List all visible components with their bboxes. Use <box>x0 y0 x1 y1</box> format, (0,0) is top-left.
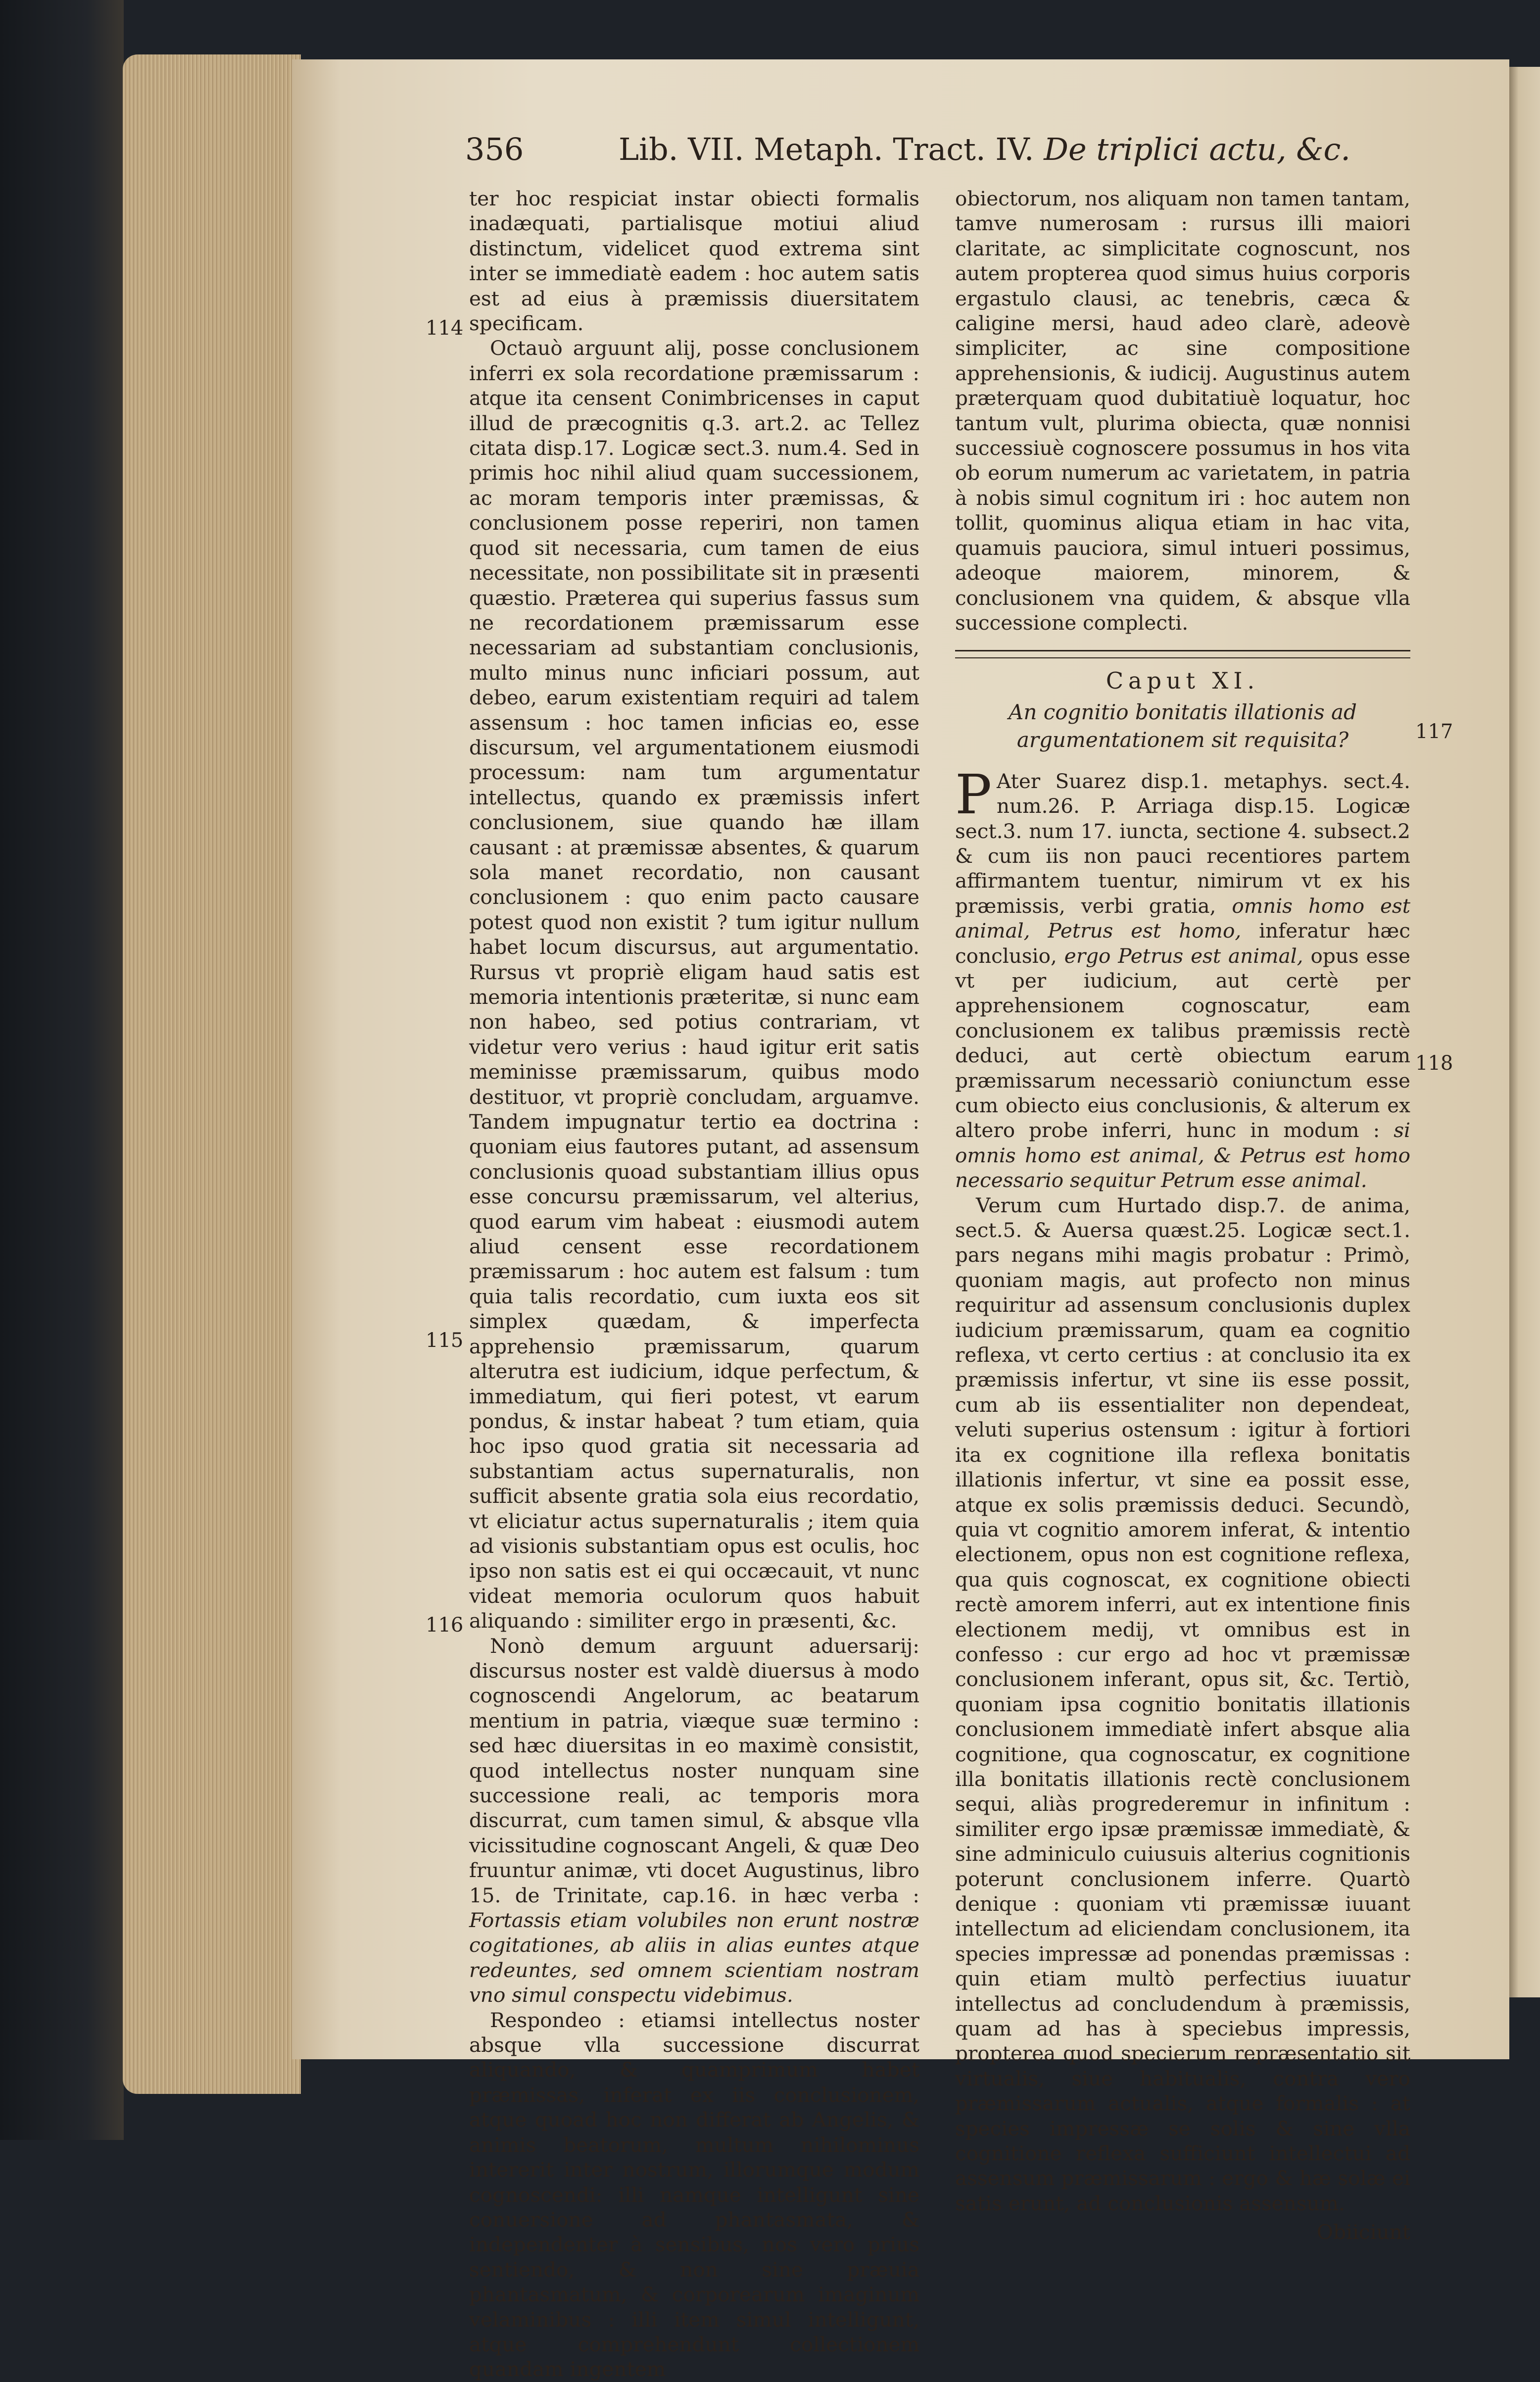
p117-text-c: inferatur hæc conclusio, <box>955 919 1410 968</box>
drop-cap: P <box>955 762 992 826</box>
paragraph-114: Octauò arguunt alij, posse conclusionem inferri ex sola recordatione præmissarum : atque ita censent Conimbricenses in caput illud de præcognitis q.3. art.2. ac Tellez citata disp.17. Logicæ sect.3. num.4. Sed in primis hoc nihil aliud quam successionem, ac moram temporis inter præmissas, & conclusionem posse reperiri, non tamen quod sit necessaria, cum tamen de eius necessitate, non possibilitate sit in præsenti quæstio. Præterea qui superius fassus sum ne recordationem præmissarum esse necessariam ad substantiam conclusionis, multo minus nunc inficiari possum, aut debeo, earum existentiam requiri ad talem assensum : hoc tamen inficias eo, esse discursum, vel argumentationem eiusmodi processum: nam tum argumentatur intellectus, quando ex præmissis infert conclusionem, siue quando hæ illam causant : at præmissæ absentes, & quarum sola manet recordatio, non causant conclusionem : quo enim pacto causare potest quod non existit ? tum igitur nullum habet locum discursus, aut argumentatio. Rursus vt propriè eligam haud satis est memoria intentionis præteritæ, si nunc eam non habeo, sed potius contrariam, vt videtur vero verius : haud igitur erit satis meminisse præmissarum, quibus modo destituor, vt propriè concludam, arguamve. Tandem impugnatur tertio ea doctrina : quoniam eius fautores putant, ad assensum conclusionis quoad substantiam illius opus esse concursu præmissarum, vel alterius, quod earum vim habeat : eiusmodi autem aliud censent esse recordationem præmissarum : hoc autem est falsum : tum quia talis recordatio, cum iuxta eos sit simplex quædam, & imperfecta apprehensio præmissarum, quarum alterutra est iudicium, idque perfectum, & immediatum, qui fieri potest, vt earum pondus, & instar habeat ? tum etiam, quia hoc ipso quod gratia sit necessaria ad substantiam actus supernaturalis, non sufficit absente gratia sola eius recordatio, vt eliciatur actus supernaturalis ; item quia ad visionis substantiam opus est oculis, hoc ipso non satis est ei qui occæcauit, vt nunc videat memoria oculorum quos habuit aliquando : similiter ergo in præsenti, &c. <box>469 336 919 1633</box>
running-title-roman: Lib. VII. Metaph. Tract. IV. <box>619 131 1034 167</box>
augustine-quote: Fortassis etiam volubiles non erunt nostræ cogitationes, ab aliis in alias euntes atque redeuntes, sed omnem scientiam nostram vno simul conspectu videbimus. <box>469 1908 919 2007</box>
margin-number-114: 114 <box>426 317 464 340</box>
dark-background <box>0 0 124 2140</box>
p117-premises: omnis homo est animal, Petrus est homo, <box>955 893 1410 943</box>
section-divider <box>955 650 1410 658</box>
catchword: Obiiciunt <box>1316 2220 1410 2244</box>
paragraph: ter hoc respiciat instar obiecti formalis inadæquati, partialisque motiui aliud distinctum, videlicet quod extrema sint inter se immediatè eadem : hoc autem satis est ad eius à præmissis diuersitatem specificam. <box>469 187 919 336</box>
p117-text-a: Ater Suarez disp.1. metaphys. sect.4. num.26. P. Arriaga disp.15. Logicæ sect.3. num 17. iuncta, sectione 4. subsect.2 & cum iis non pauci recentiores partem affirmantem tuentur, nimirum vt ex his præmissis, verbi gratia, <box>955 769 1410 918</box>
running-title-italic: De triplici actu, &c. <box>1044 131 1350 167</box>
margin-number-116: 116 <box>426 1614 464 1637</box>
right-column <box>955 186 1410 2245</box>
paragraph-118: Verum cum Hurtado disp.7. de anima, sect.5. & Auersa quæst.25. Logicæ sect.1. pars negans mihi magis probatur : Primò, quoniam magis, aut profecto non minus requiritur ad assensum conclusionis duplex iudicium præmissarum, quam ea cognitio reflexa, vt certo certius : at conclusio ita ex præmissis infertur, vt sine iis esse possit, cum ab iis essentialiter non dependeat, veluti superius ostensum : igitur à fortiori ita ex cognitione illa reflexa bonitatis illationis infertur, vt sine ea possit esse, atque ex solis præmissis deduci. Secundò, quia vt cognitio amorem inferat, & intentio electionem, opus non est cognitione reflexa, qua quis cognoscat, ex cognitione obiecti rectè amorem inferri, aut ex intentione finis electionem medij, vt omnibus est in confesso : cur ergo ad hoc vt præmissæ conclusionem inferant, opus sit, &c. Tertiò, quoniam ipsa cognitio bonitatis illationis conclusionem immediatè infert absque alia cognitione, qua cognoscatur, ex cognitione illa bonitatis illationis rectè conclusionem sequi, aliàs progrederemur in infinitum : similiter ergo ipsæ præmissæ immediatè, & sine adminiculo cuiusuis alterius cognitionis poterunt conclusionem inferre. Quartò denique : quoniam vti præmissæ iuuant intellectum ad eliciendam conclusionem, ita species impressæ ad ponendas præmissas : quin etiam multò perfectius iuuatur intellectus ad concludendum à præmissis, quam ad has à speciebus impressis, propterea quod specierum repræsentatio sit virtualis, siue habitualis, contra vero præmissarum actualis, atque formalis : at species impressæ se solis & sine vlla cognitione reflexa sufficiunt intellectui ad assensum præmissarum : ergo & hæ solæ ei satis erunt, ad conclusionis assensum. <box>955 1193 1410 2215</box>
p117-text-e: opus esse vt per iudicium, aut certè per apprehensionem cognoscatur, eam conclusionem ex talibus præmissis rectè deduci, aut certè obiectum earum præmissarum necessariò coniunctum esse cum obiecto eius conclusionis, & alterum ex altero probe inferri, hunc in modum : <box>955 943 1411 1142</box>
p117-syllogism: si omnis homo est animal, & Petrus est homo necessario sequitur Petrum esse animal. <box>955 1118 1411 1192</box>
paragraph-116: Respondeo : etiamsi intellectus noster absque vlla successione discurrat aliquando, & quamprimum habet præmissas, inferat ex iis conclusionem, atque quoad hoc non differat ab Angelis, & animis beatorum, multum nihilominus intererit inter nostrum, illorumque modum cognoscendi: illi namque intelligunt sine conuersione ad phantasmata, & independenter à sensibus, nos vero prius sentiendo, & non sine præuia phantasmatum, & corporearum imaginum velaminibus : illi item simul intelligunt, atque comprehendunt collectionem quandam ingentem <box>469 2008 919 2382</box>
page-number: 356 <box>465 131 524 167</box>
p117-conclusion: ergo Petrus est animal, <box>1064 943 1303 968</box>
paragraph-115-text: Nonò demum arguunt aduersarij: discursus noster est valdè diuersus à modo cognoscendi Angelorum, ac beatarum mentium in patria, viæque suæ termino : sed hæc diuersitas in eo maximè consistit, quod intellectus noster nunquam sine successione reali, ac temporis mora discurrat, cum tamen simul, & absque vlla vicissitudine cognoscant Angeli, & quæ Deo fruuntur animæ, vti docet Augustinus, libro 15. de Trinitate, cap.16. in hæc verba : <box>469 1634 919 1907</box>
page-edges <box>123 54 301 2094</box>
facing-page-edge <box>1504 67 1540 1997</box>
margin-number-118: 118 <box>1415 1052 1453 1075</box>
margin-number-117: 117 <box>1415 720 1453 743</box>
chapter-question: An cognitio bonitatis illationis ad argumentationem sit requisita? <box>1009 699 1357 752</box>
paragraph-115 <box>469 1634 919 2008</box>
paragraph-117 <box>955 762 1411 1193</box>
page-header <box>465 131 1430 186</box>
chapter-title: Caput XI. <box>1106 667 1260 695</box>
running-title <box>619 131 1350 167</box>
left-column <box>469 186 919 2382</box>
paragraph-continuation: obiectorum, nos aliquam non tamen tantam, tamve numerosam : rursus illi maiori claritate, ac simplicitate cognoscunt, nos autem propterea quod simus huius corporis ergastulo clausi, ac tenebris, cæca & caligine mersi, haud adeo clarè, adeovè simpliciter, ac sine compositione apprehensionis, & iudicij. Augustinus autem præterquam quod dubitatiuè loquatur, hoc tantum vult, plurima obiecta, quæ nonnisi successiuè cognoscere possumus in hos vita ob eorum numerum ac varietatem, in patria à nobis simul cognitum iri : hoc autem non tollit, quominus aliqua etiam in hac vita, quamuis pauciora, simul intueri possimus, adeoque maiorem, minorem, & conclusionem vna quidem, & absque vlla successione complecti. <box>955 187 1410 635</box>
margin-number-115: 115 <box>426 1329 464 1352</box>
